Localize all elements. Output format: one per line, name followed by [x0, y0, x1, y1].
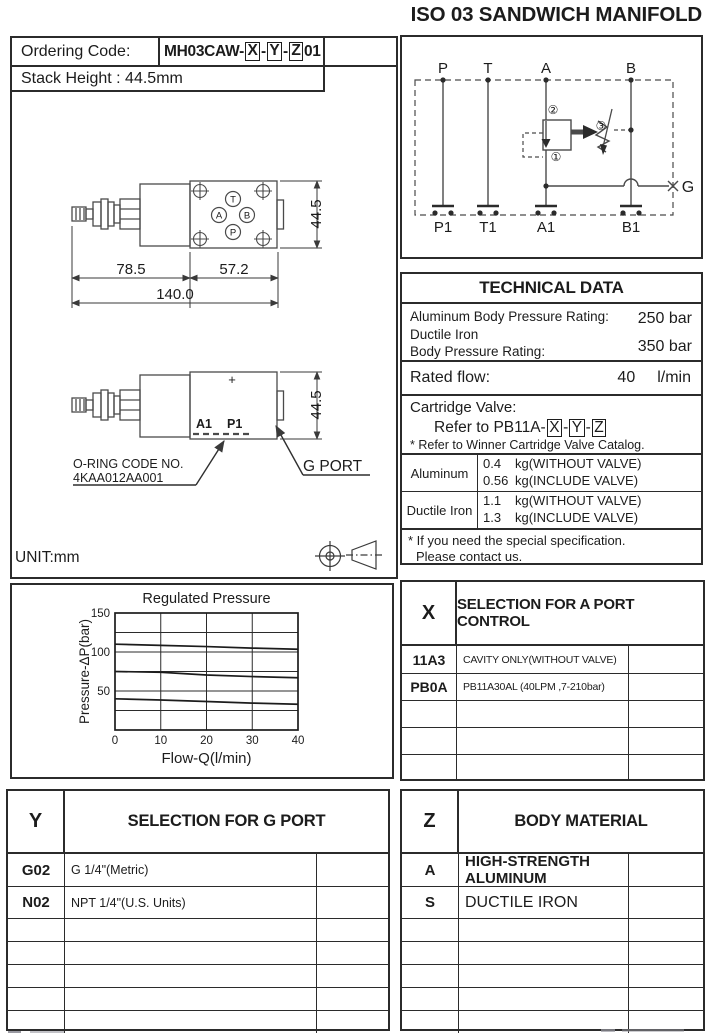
y-row-code [8, 988, 65, 1010]
weight-txt: kg(WITHOUT VALVE) [515, 493, 642, 509]
port-a-label: A [215, 210, 223, 222]
schematic-port-b: B [625, 60, 637, 77]
y-tick-label: 100 [90, 647, 110, 659]
z-row-code [402, 965, 459, 987]
table-row [402, 941, 703, 964]
x-row-desc [457, 728, 629, 754]
callout-2: ② [547, 103, 559, 117]
gport-label: G PORT [303, 458, 363, 475]
z-row-desc [459, 919, 629, 941]
y-row-code [8, 965, 65, 987]
table-row [402, 673, 703, 700]
table-row [8, 918, 388, 941]
z-row-code [402, 942, 459, 964]
x-row-code [402, 755, 457, 781]
code-suffix: 01 [303, 42, 321, 60]
z-table-title: BODY MATERIAL [514, 812, 648, 830]
x-table-title: SELECTION FOR A PORT CONTROL [457, 596, 635, 630]
x-table-header [402, 582, 703, 646]
y-row-desc: NPT 1/4"(U.S. Units) [65, 887, 317, 918]
schematic-port-p: P [437, 60, 449, 77]
z-row-extra [629, 919, 703, 941]
cartridge-line2: Refer to PB11A- X - Y - Z [410, 418, 701, 437]
hydraulic-schematic-panel [400, 35, 703, 259]
table-row [402, 854, 703, 886]
table-row [8, 854, 388, 886]
y-tick-label: 50 [97, 686, 110, 698]
regulated-pressure-chart-panel [10, 583, 394, 779]
x-row-desc: PB11A30AL (40LPM ,7-210bar) [457, 674, 629, 700]
schematic-g-label: G [681, 179, 695, 196]
table-row [8, 987, 388, 1010]
x-row-extra [629, 646, 703, 673]
x-row-desc: CAVITY ONLY(WITHOUT VALVE) [457, 646, 629, 673]
weight-table [402, 453, 701, 530]
dimension-drawings [12, 38, 392, 573]
regulated-pressure-chart [12, 585, 392, 777]
footer-smudge [8, 1031, 21, 1033]
schematic-port-t1: T1 [479, 219, 497, 236]
cartridge-valve-block [402, 396, 701, 453]
p1-label: P1 [227, 417, 243, 431]
selection-table-y [6, 789, 390, 1031]
table-row [402, 886, 703, 918]
drawing-panel [10, 36, 398, 579]
y-row-code: G02 [8, 854, 65, 886]
ordering-code-row [12, 38, 396, 67]
z-row-desc [459, 988, 629, 1010]
z-table-key: Z [402, 791, 459, 852]
table-row [402, 754, 703, 781]
weight-num: 0.4 [483, 456, 502, 472]
code-z-box: Z [289, 42, 303, 60]
rating1-value: 250 bar [637, 310, 692, 327]
y-row-desc [65, 942, 317, 964]
z-row-extra [629, 887, 703, 918]
x-row-code: 11A3 [402, 646, 457, 673]
a1-label: A1 [196, 417, 212, 431]
dim-140-0: 140.0 [156, 286, 194, 303]
z-row-code [402, 1011, 459, 1033]
schematic-port-b1: B1 [621, 219, 641, 236]
table-row [402, 727, 703, 754]
dim-44-5-bottom: 44.5 [308, 390, 325, 420]
dim-78-5: 78.5 [116, 261, 146, 278]
y-table-key: Y [8, 791, 65, 852]
table-row [402, 964, 703, 987]
table-row [402, 700, 703, 727]
y-row-extra [317, 854, 388, 886]
stack-height-row: Stack Height : 44.5mm [12, 67, 325, 92]
selection-table-z [400, 789, 705, 1031]
schematic-port-t: T [483, 60, 493, 77]
x-row-code: PB0A [402, 674, 457, 700]
dim-44-5-side: 44.5 [308, 199, 325, 229]
z-row-desc: DUCTILE IRON [459, 887, 629, 918]
note-line2: Please contact us. [416, 549, 523, 565]
z-row-desc: HIGH-STRENGTH ALUMINUM [459, 854, 629, 886]
port-symbols [432, 206, 642, 216]
y-table-title: SELECTION FOR G PORT [127, 812, 326, 830]
schematic-port-p1: P1 [433, 219, 453, 236]
y-row-code [8, 942, 65, 964]
port-t-label: T [230, 194, 236, 206]
z-row-extra [629, 965, 703, 987]
z-row-extra [629, 988, 703, 1010]
cartridge-z-box: Z [592, 419, 606, 437]
technical-data-header: TECHNICAL DATA [402, 274, 701, 304]
dim-57-2: 57.2 [219, 261, 249, 278]
chart-title: Regulated Pressure [142, 591, 271, 607]
table-row [8, 964, 388, 987]
rated-flow-label: Rated flow: [410, 369, 491, 386]
table-row [402, 918, 703, 941]
weight-txt: kg(INCLUDE VALVE) [515, 473, 639, 488]
rated-flow-row [402, 362, 701, 396]
rating2-label-line1: Ductile Iron [410, 326, 479, 342]
plus-mark: + [228, 372, 236, 387]
weight-txt: kg(INCLUDE VALVE) [515, 510, 639, 525]
cartridge-prefix: Refer to PB11A- [434, 418, 546, 436]
table-row [402, 987, 703, 1010]
weight-row-ductile-iron [402, 491, 701, 528]
weight-row-aluminum [402, 455, 701, 491]
x-row-extra [629, 701, 703, 727]
z-row-code [402, 919, 459, 941]
callout-1: ① [550, 150, 562, 164]
weight-material: Aluminum [402, 455, 478, 491]
footer-smudge [601, 1029, 615, 1032]
table-row [8, 886, 388, 918]
reducing-valve-symbol [523, 109, 631, 157]
x-row-extra [629, 755, 703, 781]
cartridge-line1: Cartridge Valve: [410, 399, 517, 416]
hydraulic-schematic [402, 37, 701, 257]
rating1-label: Aluminum Body Pressure Rating: [410, 309, 609, 324]
y-row-desc: G 1/4"(Metric) [65, 854, 317, 886]
x-tick-label: 30 [245, 735, 259, 747]
z-row-code: S [402, 887, 459, 918]
y-row-desc [65, 965, 317, 987]
cartridge-y-box: Y [569, 419, 584, 437]
footer-smudge [30, 1031, 64, 1033]
y-row-extra [317, 942, 388, 964]
z-row-extra [629, 854, 703, 886]
side-view-drawing [72, 181, 325, 308]
cartridge-note: * Refer to Winner Cartridge Valve Catalog. [410, 438, 645, 453]
code-prefix: MH03CAW- [164, 42, 244, 60]
rating2-value: 350 bar [637, 338, 692, 355]
ordering-code-value: MH03CAW- X - Y - Z 01 [158, 38, 325, 65]
footer-smudge [622, 1029, 684, 1032]
y-row-desc [65, 1011, 317, 1033]
weight-num: 1.3 [483, 510, 502, 525]
x-row-code [402, 728, 457, 754]
y-row-code: N02 [8, 887, 65, 918]
x-tick-label: 0 [111, 735, 119, 747]
projection-target-icon [315, 541, 345, 571]
x-tick-label: 10 [154, 735, 168, 747]
unit-label: UNIT:mm [15, 549, 80, 566]
z-row-code [402, 988, 459, 1010]
y-row-desc [65, 988, 317, 1010]
code-x-box: X [245, 42, 260, 60]
x-row-code [402, 701, 457, 727]
y-axis-label: Pressure-ΔP(bar) [77, 618, 92, 725]
schematic-port-a1: A1 [536, 219, 556, 236]
y-row-extra [317, 887, 388, 918]
x-tick-label: 20 [200, 735, 213, 747]
weight-num: 0.56 [483, 473, 509, 488]
oring-code-line2: 4KAA012AA001 [73, 471, 164, 485]
note-line1: * If you need the special specification. [408, 533, 626, 548]
bottom-view-drawing [72, 372, 370, 485]
z-row-desc [459, 942, 629, 964]
junction-dots [440, 77, 633, 188]
rating2-label-line2: Body Pressure Rating: [410, 344, 546, 360]
cartridge-x-box: X [547, 419, 562, 437]
x-row-desc [457, 755, 629, 781]
z-row-code: A [402, 854, 459, 886]
table-row [8, 941, 388, 964]
y-row-extra [317, 919, 388, 941]
x-table-key: X [402, 582, 457, 644]
z-table-header [402, 791, 703, 854]
technical-data-panel [400, 272, 703, 565]
table-row [8, 1010, 388, 1033]
x-row-desc [457, 701, 629, 727]
x-axis-label: Flow-Q(l/min) [161, 750, 252, 767]
pressure-ratings [402, 304, 701, 362]
projection-cone-icon [346, 541, 383, 569]
rated-flow-unit: l/min [657, 369, 691, 386]
x-row-extra [629, 728, 703, 754]
weight-material: Ductile Iron [402, 492, 478, 528]
y-row-code [8, 919, 65, 941]
selection-table-x [400, 580, 705, 781]
x-row-extra [629, 674, 703, 700]
rated-flow-value: 40 [617, 369, 636, 386]
page-title: ISO 03 SANDWICH MANIFOLD [410, 3, 702, 26]
y-tick-label: 150 [90, 608, 110, 620]
port-p-label: P [229, 227, 237, 239]
y-row-code [8, 1011, 65, 1033]
code-y-box: Y [267, 42, 282, 60]
z-row-desc [459, 965, 629, 987]
port-b-label: B [243, 210, 251, 222]
oring-code-line1: O-RING CODE NO. [73, 457, 184, 471]
y-row-extra [317, 1011, 388, 1033]
weight-num: 1.1 [483, 493, 502, 509]
y-table-header [8, 791, 388, 854]
ordering-code-label: Ordering Code: [21, 42, 131, 60]
y-row-desc [65, 919, 317, 941]
y-row-extra [317, 988, 388, 1010]
special-spec-note [402, 530, 701, 566]
z-row-extra [629, 942, 703, 964]
callout-3: ③ [595, 119, 607, 133]
x-tick-label: 40 [291, 735, 305, 747]
schematic-port-a: A [540, 60, 552, 77]
y-row-extra [317, 965, 388, 987]
weight-txt: kg(WITHOUT VALVE) [515, 456, 642, 472]
table-row [402, 646, 703, 673]
